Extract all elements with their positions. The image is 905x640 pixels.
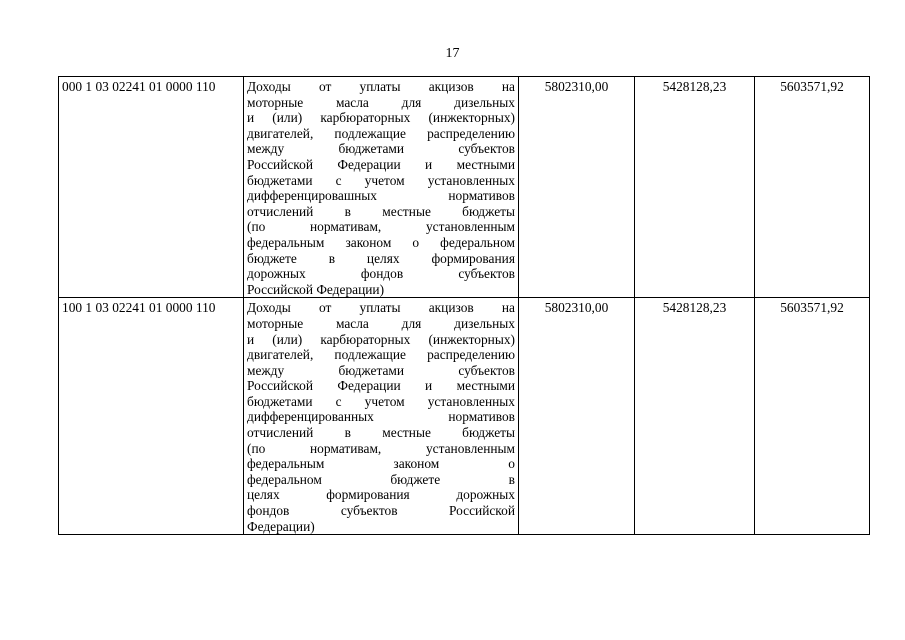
description-line: Федерации)	[247, 518, 315, 534]
page-number: 17	[445, 46, 460, 61]
description-line: бюджете в целях формирования	[247, 250, 515, 266]
description-line: отчислений в местные бюджеты	[247, 425, 515, 441]
description-line: отчислений в местные бюджеты	[247, 203, 515, 219]
description-line: моторные масла для дизельных	[247, 94, 515, 110]
description-line: Доходы от уплаты акцизов на	[247, 79, 515, 94]
description-line: двигателей, подлежащие распределению	[247, 347, 515, 363]
description-line: федеральным законом о федеральном	[247, 234, 515, 250]
description-line: моторные масла для дизельных	[247, 315, 515, 331]
table-row	[59, 77, 870, 298]
value-2-cell: 5428128,23	[635, 298, 755, 535]
budget-table	[58, 76, 870, 535]
description-cell	[244, 77, 519, 298]
description-line: бюджетами с учетом установленных	[247, 172, 515, 188]
description-line: (по нормативам, установленным	[247, 440, 515, 456]
description-line: между бюджетами субъектов	[247, 141, 515, 157]
description-line: дифференцированных нормативов	[247, 409, 515, 425]
budget-code-cell: 100 1 03 02241 01 0000 110	[59, 298, 244, 535]
description-line: Российской Федерации)	[247, 281, 385, 297]
description-line: и (или) карбюраторных (инжекторных)	[247, 331, 515, 347]
value-1-cell: 5802310,00	[519, 298, 635, 535]
budget-code-cell: 000 1 03 02241 01 0000 110	[59, 77, 244, 298]
value-3-cell: 5603571,92	[755, 298, 870, 535]
value-2-cell: 5428128,23	[635, 77, 755, 298]
description-line: между бюджетами субъектов	[247, 362, 515, 378]
description-line: Российской Федерации и местными	[247, 378, 515, 394]
description-cell	[244, 298, 519, 535]
description-line: двигателей, подлежащие распределению	[247, 125, 515, 141]
description-line: Российской Федерации и местными	[247, 156, 515, 172]
description-line: дифференцировашных нормативов	[247, 188, 515, 204]
value-1-cell: 5802310,00	[519, 77, 635, 298]
description-line: фондов субъектов Российской	[247, 503, 515, 519]
table-row	[59, 298, 870, 535]
value-3-cell: 5603571,92	[755, 77, 870, 298]
description-line: (по нормативам, установленным	[247, 219, 515, 235]
description-line: и (или) карбюраторных (инжекторных)	[247, 110, 515, 126]
description-line: Доходы от уплаты акцизов на	[247, 300, 515, 316]
description-line: дорожных фондов субъектов	[247, 266, 515, 282]
description-line: федеральном бюджете в	[247, 471, 515, 487]
description-line: бюджетами с учетом установленных	[247, 393, 515, 409]
description-line: целях формирования дорожных	[247, 487, 515, 503]
description-line: федеральным законом о	[247, 456, 515, 472]
